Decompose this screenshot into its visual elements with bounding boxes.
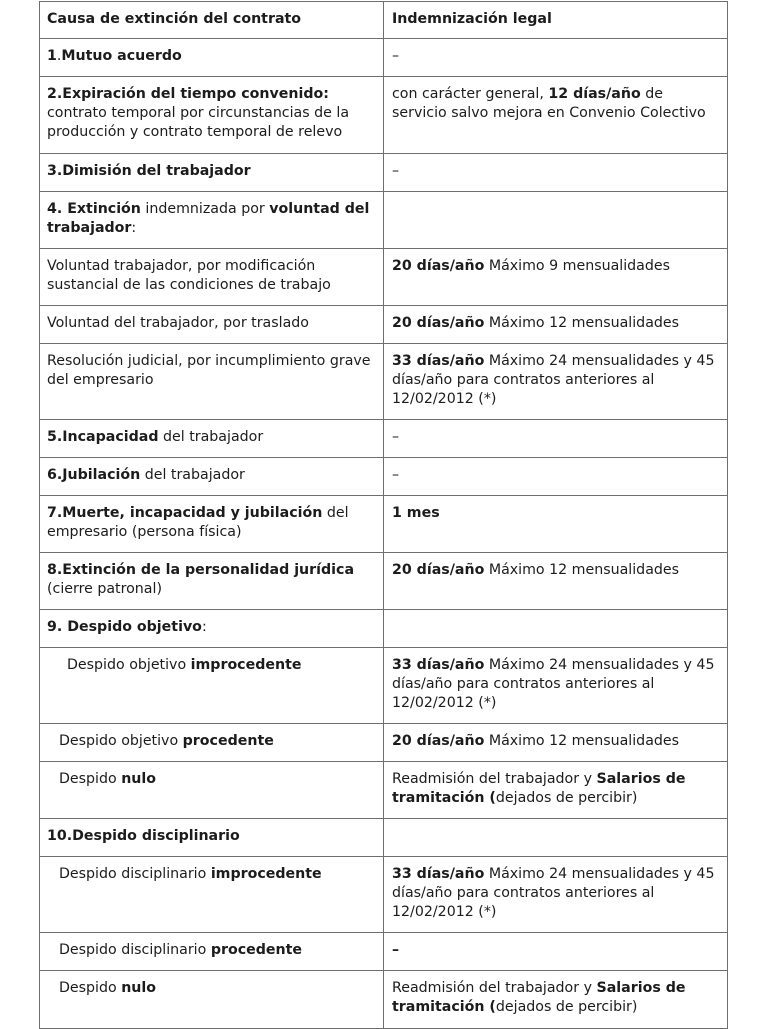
text-run: nulo: [121, 980, 157, 996]
text-run: Readmisión del trabajador y: [392, 980, 597, 996]
compensation-cell: [384, 458, 728, 496]
text-run: Despido: [59, 771, 122, 787]
text-run: del empresario (persona física): [47, 505, 349, 541]
text-run: de servicio salvo mejora en Convenio Colectivo: [392, 86, 706, 122]
compensation-cell: [384, 933, 728, 971]
cause-cell: [40, 762, 384, 819]
compensation-cell: [384, 610, 728, 648]
compensation-cell: [384, 762, 728, 819]
cause-cell: [40, 724, 384, 762]
compensation-cell: [384, 819, 728, 857]
text-run: Máximo 12 mensualidades: [484, 315, 680, 331]
text-run: –: [392, 942, 400, 958]
text-run: indemnizada por: [140, 201, 270, 217]
cause-cell: [40, 306, 384, 344]
table-row: [40, 249, 728, 306]
text-run: Salarios de tramitación (: [392, 980, 686, 1016]
text-run: voluntad del trabajador: [47, 201, 370, 237]
text-run: dejados de percibir): [495, 790, 638, 807]
text-run: 3.Dimisión del trabajador: [47, 163, 251, 179]
text-run: 7.Muerte, incapacidad y jubilación: [47, 505, 323, 521]
text-run: del trabajador: [140, 467, 245, 483]
cause-cell: [40, 648, 384, 724]
table-row: [40, 857, 728, 933]
text-run: –: [392, 429, 400, 445]
text-run: Máximo 24 mensualidades y 45 días/año para contratos anteriores al 12/02/2012 (*): [392, 866, 715, 921]
text-run: .: [56, 48, 62, 64]
header-cause: [40, 2, 384, 39]
table-row: [40, 39, 728, 77]
compensation-cell: [384, 420, 728, 458]
text-run: Readmisión del trabajador y: [392, 771, 597, 787]
cause-cell: [40, 420, 384, 458]
table-row: [40, 458, 728, 496]
text-run: improcedente: [190, 657, 302, 673]
text-run: 1 mes: [392, 505, 440, 521]
cause-cell: [40, 154, 384, 192]
cause-cell: [40, 933, 384, 971]
text-run: procedente: [182, 733, 274, 749]
cause-cell: [40, 192, 384, 249]
cause-cell: [40, 496, 384, 553]
text-run: :: [201, 619, 207, 635]
text-run: Voluntad trabajador, por modificación sustancial de las condiciones de trabajo: [47, 258, 331, 294]
table-row: [40, 648, 728, 724]
text-run: 10.Despido disciplinario: [47, 828, 240, 844]
text-run: Despido objetivo: [59, 733, 183, 749]
header-compensation-label: Indemnización legal: [392, 11, 552, 27]
text-run: nulo: [121, 771, 157, 787]
compensation-cell: [384, 648, 728, 724]
text-run: 33 días/año: [392, 353, 485, 369]
cause-cell: [40, 77, 384, 154]
text-run: Mutuo acuerdo: [61, 48, 182, 64]
table-row: [40, 344, 728, 420]
header-cause-label: Causa de extinción del contrato: [47, 11, 302, 27]
text-run: (cierre patronal): [47, 581, 162, 598]
text-run: Despido disciplinario: [59, 866, 211, 882]
compensation-cell: [384, 306, 728, 344]
compensation-cell: [384, 857, 728, 933]
header-row: [40, 2, 728, 39]
table-row: [40, 819, 728, 857]
compensation-cell: [384, 154, 728, 192]
compensation-cell: [384, 77, 728, 154]
table-row: [40, 610, 728, 648]
compensation-cell: [384, 249, 728, 306]
text-run: Máximo 12 mensualidades: [484, 562, 680, 578]
text-run: dejados de percibir): [495, 999, 638, 1016]
compensation-cell: [384, 971, 728, 1029]
compensation-cell: [384, 553, 728, 610]
table-row: [40, 971, 728, 1029]
text-run: 6.Jubilación: [47, 467, 141, 483]
cause-cell: [40, 553, 384, 610]
text-run: Despido objetivo: [67, 657, 191, 673]
text-run: 12 días/año: [548, 86, 641, 102]
extinction-table: [39, 1, 728, 1029]
text-run: Máximo 9 mensualidades: [484, 258, 670, 274]
table-row: [40, 553, 728, 610]
text-run: Máximo 12 mensualidades: [484, 733, 680, 749]
text-run: Máximo 24 mensualidades y 45 días/año para contratos anteriores al 12/02/2012 (*): [392, 657, 715, 712]
text-run: con carácter general,: [392, 86, 549, 102]
cause-cell: [40, 458, 384, 496]
cause-cell: [40, 971, 384, 1029]
table-row: [40, 496, 728, 553]
text-run: procedente: [210, 942, 303, 958]
compensation-cell: [384, 724, 728, 762]
table-row: [40, 933, 728, 971]
cause-cell: [40, 610, 384, 648]
text-run: Despido: [59, 980, 122, 996]
text-run: 20 días/año: [392, 258, 485, 274]
text-run: 20 días/año: [392, 562, 485, 578]
text-run: contrato temporal por circunstancias de la producción y contrato temporal de relevo: [47, 105, 350, 141]
text-run: 9. Despido objetivo: [47, 619, 202, 635]
text-run: 8.Extinción de la personalidad jurídica: [47, 562, 355, 578]
table-body: [40, 39, 728, 1029]
text-run: –: [392, 163, 400, 179]
cause-cell: [40, 819, 384, 857]
text-run: 33 días/año: [392, 657, 485, 673]
text-run: 20 días/año: [392, 733, 485, 749]
table-row: [40, 762, 728, 819]
text-run: 20 días/año: [392, 315, 485, 331]
text-run: 5.Incapacidad: [47, 429, 159, 445]
table-row: [40, 154, 728, 192]
text-run: Salarios de tramitación (: [392, 771, 686, 807]
text-run: 33 días/año: [392, 866, 485, 882]
text-run: del trabajador: [158, 429, 264, 445]
cause-cell: [40, 344, 384, 420]
text-run: 1: [47, 48, 57, 64]
text-run: Máximo 24 mensualidades y 45 días/año para contratos anteriores al 12/02/2012 (*): [392, 353, 715, 408]
text-run: Resolución judicial, por incumplimiento grave del empresario: [47, 353, 371, 389]
table-row: [40, 724, 728, 762]
table-row: [40, 77, 728, 154]
text-run: improcedente: [210, 866, 322, 882]
table-row: [40, 192, 728, 249]
text-run: –: [392, 467, 400, 483]
cause-cell: [40, 249, 384, 306]
text-run: –: [392, 48, 400, 64]
table-row: [40, 420, 728, 458]
compensation-cell: [384, 496, 728, 553]
header-compensation: [384, 2, 728, 39]
compensation-cell: [384, 39, 728, 77]
cause-cell: [40, 39, 384, 77]
text-run: Voluntad del trabajador, por traslado: [47, 315, 309, 331]
text-run: :: [131, 220, 137, 237]
compensation-cell: [384, 192, 728, 249]
cause-cell: [40, 857, 384, 933]
table-row: [40, 306, 728, 344]
text-run: 4. Extinción: [47, 201, 141, 217]
text-run: 2.Expiración del tiempo convenido:: [47, 86, 329, 102]
compensation-cell: [384, 344, 728, 420]
text-run: Despido disciplinario: [59, 942, 211, 958]
